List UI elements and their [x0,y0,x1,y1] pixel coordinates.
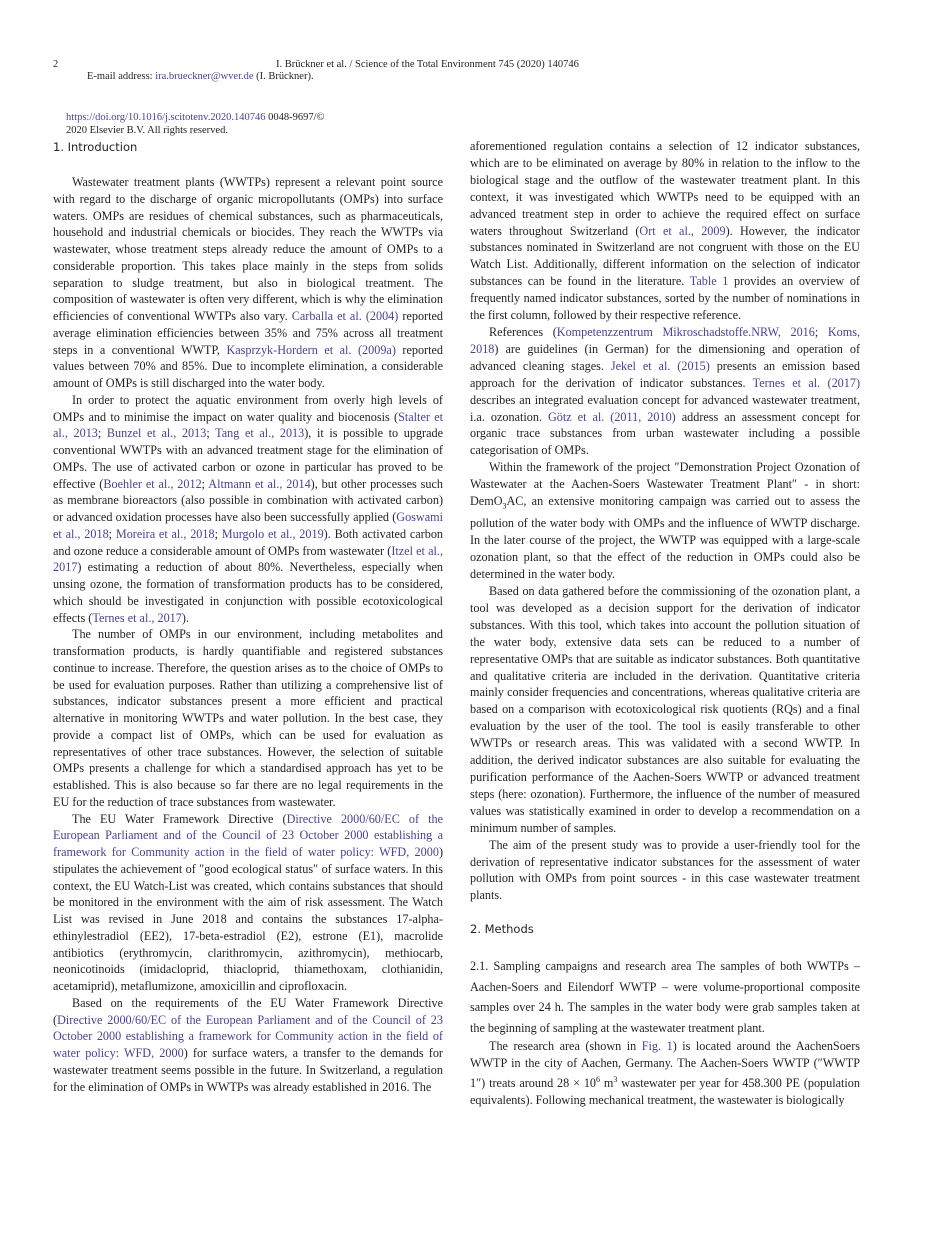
section-heading-introduction: 1. Introduction [53,140,138,154]
paragraph: Based on the requirements of the EU Water Framework Directive (Directive 2000/60/EC of the European Parliament and of the Council of 23 October 2000 establishing a framework for Community action in the field of water policy: WFD, 2000) for surface waters, a transfer to the demands for wastewater treatment seems possible in the future. In Switzerland, a regulation for the elimination of OMPs in WWTPs was already established in 2016. The [53,995,443,1094]
citation-link[interactable]: Bunzel et al., 2013 [106,426,207,441]
paragraph: Wastewater treatment plants (WWTPs) represent a relevant point source with regard to the discharge of organic micropollutants (OMPs) into surface waters. OMPs are residues of chemical substances, such as pharmaceuticals, household and industrial chemicals or biocides. They reach the WWTPs via wastewater, whose treatment steps already reduce the amount of OMPs to a considerable proportion. This takes place mainly in the steps from solids separation to sludge treatment, but also in biological treatment. The composition of wastewater is often very different, which is why the elimination efficiencies of conventional WWTPs also vary. Carballa et al. (2004) reported average elimination efficiencies between 35% and 75% across all treatment steps in a conventional WWTP, Kasprzyk-Hordern et al. (2009a) reported values between 70% and 85%. Due to incomplete elimination, a considerable amount of OMPs is still discharged into the water body. [53,175,443,390]
citation-link[interactable]: Koms, 2018 [470,324,860,356]
section-heading-methods: 2. Methods [470,922,534,937]
copyright: 2020 Elsevier B.V. All rights reserved. [66,125,228,136]
citation-link[interactable]: Carballa et al. (2004) [291,309,399,323]
issn: 0048-9697/© [265,112,325,123]
left-column [53,174,443,1095]
doi-link[interactable]: https://doi.org/10.1016/j.scitotenv.2020.140746 [66,112,266,123]
page-number: 2 [53,59,59,70]
citation-link[interactable]: Ort et al., 2009 [639,223,726,238]
email-suffix: (I. Brückner). [253,71,314,82]
email-link[interactable]: ira.brueckner@wver.de [155,71,254,82]
paragraph-subsection-2-1: 2.1. Sampling campaigns and research area The samples of both WWTPs – Aachen-Soers and Eilendorf WWTP – were volume-proportional composite samples over 24 h. The samples in the water body were grab samples taken at the beginning of sampling at the wastewater treatment plant. [470,959,860,1035]
citation-link[interactable]: Boehler et al., 2012 [103,476,202,491]
citation-link[interactable]: Jekel et al. (2015) [610,358,710,373]
paragraph: The aim of the present study was to provide a user-friendly tool for the derivation of representative indicator substances for the assessment of water pollution with OMPs from point sources - in this case wastewater treatment plants. [470,837,860,903]
citation-link[interactable]: Moreira et al., 2018 [115,526,215,541]
citation-link[interactable]: Altmann et al., 2014 [208,476,311,491]
table-link[interactable]: Table 1 [689,274,729,289]
citation-link[interactable]: Directive 2000/60/EC of the European Parliament and of the Council of 23 October 2000 establishing a framework for Community action in the field of water policy: WFD, 2000 [53,811,443,859]
doi-line [66,111,325,124]
citation-link[interactable]: Stalter et al., 2013 [53,409,443,441]
citation-link[interactable]: Kasprzyk-Hordern et al. (2009a) [226,342,396,357]
citation-link[interactable]: Goswami et al., 2018 [53,510,443,541]
paragraph: Within the framework of the project ″Demonstration Project Ozonation of Wastewater at the Aachen-Soers Wastewater Treatment Plant″ - in short: DemO$_3$AC, an extensive monitoring campaign was carried out to assess the pollution of the water body with OMPs and the influence of WWTP discharge. In the later course of the project, the WWTP was equipped with a large-scale ozonation plant, so that the effect of the reduction in OMPs could also be determined in the water body. [470,460,860,582]
paragraph: References (Kompetenzzentrum Mikroschadstoffe.NRW, 2016; Koms, 2018) are guidelines (in German) for the dimensioning and operation of advanced cleaning stages. Jekel et al. (2015) presents an emission based approach for the derivation of indicator substances. Ternes et al. (2017) describes an integrated evaluation concept for advanced wastewater treatment, i.a. ozonation. Götz et al. (2011, 2010) address an assessment concept for organic trace substances from urban wastewater including a possible categorisation of OMPs. [470,324,860,458]
author-email-note [87,70,314,83]
citation-link[interactable]: Tang et al., 2013 [215,426,305,441]
citation-link[interactable]: Directive 2000/60/EC of the European Parliament and of the Council of 23 October 2000 establishing a framework for Community action in the field of water policy: WFD, 2000 [53,1012,443,1060]
citation-link[interactable]: Götz et al. (2011, 2010) [547,409,676,424]
running-title: I. Brückner et al. / Science of the Total Environment 745 (2020) 140746 [276,59,579,70]
paragraph: The research area (shown in Fig. 1) is located around the AachenSoers WWTP in the city of Aachen, Germany. The Aachen-Soers WWTP (″WWTP 1″) treats around $28 \times 10^6$ $m^3$ wastewater per year for 458.300 PE (population equivalents). Following mechanical treatment, the wastewater is biologically [470,1039,860,1107]
email-label: E-mail address: [87,71,156,82]
paragraph: The number of OMPs in our environment, including metabolites and transformation products, is hardly quantifiable and registered substances continue to increase. Therefore, the question arises as to the choice of OMPs to be used for evaluation purposes. Rather than utilizing a comprehensive list of substances, indicator substances present a more efficient and practical alternative in monitoring WWTPs and water pollution. In the best case, they provide a compact list of OMPs, which can be used for evaluation as representatives of other trace substances. However, the selection of suitable OMPs presents a challenge for which a standardised approach has yet to be established. This is also because so far there are no legal requirements in the EU for the reduction of trace substances from wastewater. [53,627,443,809]
citation-link[interactable]: Murgolo et al., 2019 [221,526,324,541]
paragraph: The EU Water Framework Directive (Directive 2000/60/EC of the European Parliament and of the Council of 23 October 2000 establishing a framework for Community action in the field of water policy: WFD, 2000) stipulates the achievement of ″good ecological status″ of surface waters. In this context, the EU Watch-List was created, which contains substances that should be monitored in the environment with the aim of risk assessment. The Watch List was revised in June 2018 and contains the substances 17-alpha-ethinylestradiol (EE2), 17-beta-estradiol (E2), estrone (E1), macrolide antibiotics (erythromycin, clarithromycin, azithromycin), methiocarb, neonicotinoids (imidacloprid, thiacloprid, thiamethoxam, clothianidin, acetamiprid), metaflumizone, amoxicillin and ciprofloxacin. [53,811,443,993]
citation-link[interactable]: Ternes et al. (2017) [752,375,860,390]
paragraph: Based on data gathered before the commissioning of the ozonation plant, a tool was developed as a decision support for the derivation of indicator substances. With this tool, which takes into account the pollution situation of the water body, extensive data sets can be reduced to a number of representative OMPs that are suitable as indicator substances. Both quantitative and qualitative criteria are included in the derivation. Quantitative criteria mainly consider frequencies and concentrations, whereas qualitative criteria are based on a comparison with ecotoxicological risk quotients (RQs) and a final evaluation by the user of the tool. The tool is easily transferable to other WWTPs or research areas. This was validated with a second WWTP. In addition, the derived indicator substances are also suitable for evaluating the purification performance of the Aachen-Soers WWTP or advanced treatment steps (here: ozonation). Furthermore, the influence of the number of measured values was statistically examined in order to develop a recommendation on a minimum number of samples. [470,584,860,835]
figure-link[interactable]: Fig. 1 [641,1039,673,1054]
right-column [470,138,860,1109]
citation-link[interactable]: Ternes et al., 2017 [92,610,182,625]
paragraph: aforementioned regulation contains a selection of 12 indicator substances, which are to be eliminated on average by 80% in relation to the inflow to the biological stage and the outflow of the wastewater treatment plant. In this context, it was investigated which WWTPs need to be equipped with an advanced treatment step in order to achieve the required effect on surface waters throughout Switzerland (Ort et al., 2009). However, the indicator substances nominated in Switzerland are not congruent with those on the EU Watch List. Additionally, different information on the selection of indicator substances can be found in the literature. Table 1 provides an overview of frequently named indicator substances, sorted by the number of nominations in the first column, followed by their respective reference. [470,139,860,323]
paragraph: In order to protect the aquatic environment from overly high levels of OMPs and to minimise the impact on water quality and biocenosis (Stalter et al., 2013; Bunzel et al., 2013; Tang et al., 2013), it is possible to upgrade conventional WWTPs with an advanced treatment stage for the elimination of OMPs. The use of activated carbon or ozone in particular has proved to be effective (Boehler et al., 2012; Altmann et al., 2014), but other processes such as membrane bioreactors (also possible in combination with activated carbon) or advanced oxidation processes have also been successfully applied (Goswami et al., 2018; Moreira et al., 2018; Murgolo et al., 2019). Both activated carbon and ozone reduce a considerable amount of OMPs from wastewater (Itzel et al., 2017) estimating a reduction of about 80%. Nevertheless, especially when unsing ozone, the formation of transformation products has to be considered, which should be investigated in conjunction with possible ecotoxicological effects (Ternes et al., 2017). [53,392,444,625]
citation-link[interactable]: Kompetenzzentrum Mikroschadstoffe.NRW, 2016 [556,324,815,339]
citation-link[interactable]: Itzel et al., 2017 [53,543,443,575]
